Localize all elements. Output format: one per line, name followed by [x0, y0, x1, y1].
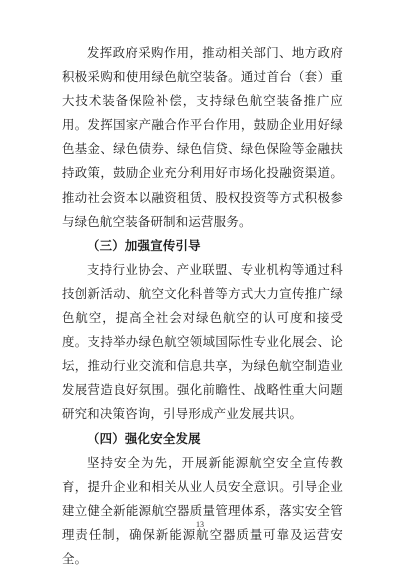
section-heading-publicity: （三）加强宣传引导 — [87, 237, 201, 253]
paragraph-publicity: 支持行业协会、产业联盟、专业机构等通过科技创新活动、航空文化科普等方式大力宣传推广绿色航空，提高全社会对绿色航空的认可度和接受度。支持举办绿色航空领域国际性专业化展会、论坛，推动行业交流和信息共享，为绿色航空制造业发展营造良好氛围。强化前瞻性、战略性重大问题研究和决策咨询，引导形成产业发展共识。 — [62, 261, 343, 422]
paragraph-safety: 坚持安全为先，开展新能源航空安全宣传教育，提升企业和相关从业人员安全意识。引导企业建立健全新能源航空器质量管理体系，落实安全管理责任制，确保新能源航空器质量可靠及运营安全。 — [62, 454, 343, 566]
page-number: 13 — [196, 520, 204, 529]
section-heading-safety: （四）强化安全发展 — [87, 430, 201, 446]
paragraph-procurement: 发挥政府采购作用，推动相关部门、地方政府积极采购和使用绿色航空装备。通过首台（套）重大技术装备保险补偿，支持绿色航空装备推广应用。发挥国家产融合作平台作用，鼓励企业用好绿色基金、绿色债券、绿色信贷、绿色保险等金融扶持政策，鼓励企业充分利用好市场化投融资渠道。推动社会资本以融资租赁、股权投资等方式积极参与绿色航空装备研制和运营服务。 — [62, 45, 343, 229]
body-text — [62, 41, 343, 571]
